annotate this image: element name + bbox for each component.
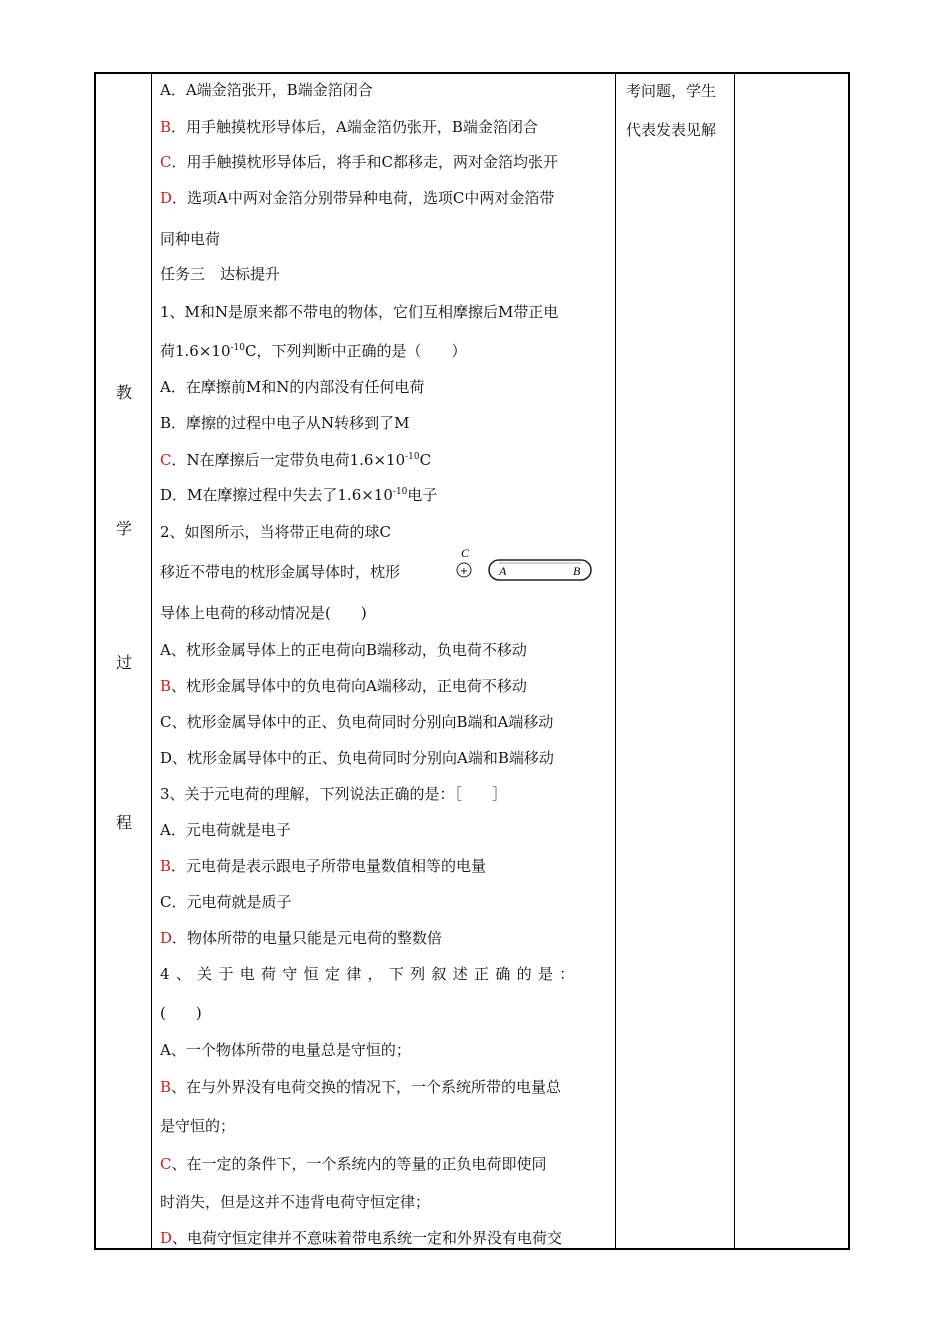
exponent: -10 xyxy=(392,487,408,497)
option-text: ．用手触摸枕形导体后，将手和C都移走，两对金箔均张开 xyxy=(171,153,558,171)
q3-stem: 3、关于元电荷的理解，下列说法正确的是：［ ］ xyxy=(160,785,508,803)
exponent: -10 xyxy=(405,452,420,462)
q3-option-d xyxy=(160,928,442,948)
q1-option-b: B．摩擦的过程中电子从N转移到了M xyxy=(160,414,410,432)
q0-option-c xyxy=(160,152,558,172)
option-letter: C xyxy=(160,1155,172,1173)
q1-option-c xyxy=(160,450,431,470)
q3-option-a: A．元电荷就是电子 xyxy=(160,821,291,839)
fig-label-a: A xyxy=(499,564,507,578)
option-letter: D xyxy=(160,1229,173,1247)
option-letter: C xyxy=(160,153,172,171)
q2-option-c: C、枕形金属导体中的正、负电荷同时分别向B端和A端移动 xyxy=(160,713,554,731)
q3-option-b xyxy=(160,856,486,876)
option-text: 、在与外界没有电荷交换的情况下，一个系统所带的电量总 xyxy=(171,1078,562,1096)
text: C xyxy=(419,451,432,469)
side-label-jiao: 教 xyxy=(115,383,132,402)
option-letter: B xyxy=(160,1078,172,1096)
text: C，下列判断中正确的是（ ） xyxy=(245,342,467,360)
option-text: ．元电荷是表示跟电子所带电量数值相等的电量 xyxy=(171,857,487,875)
q0-option-b xyxy=(160,117,538,137)
option-text: ．A端金箔张开，B端金箔闭合 xyxy=(170,81,373,99)
q4-option-b-cont: 是守恒的； xyxy=(160,1117,236,1135)
q0-option-d xyxy=(160,188,554,208)
exponent: -10 xyxy=(230,343,246,353)
notes-line: 代表发表见解 xyxy=(626,121,717,139)
option-letter: C xyxy=(160,451,172,469)
option-letter: B xyxy=(160,677,172,695)
text: 电子 xyxy=(407,486,438,504)
q4-stem-cont: ( ) xyxy=(160,1004,202,1022)
q2-stem-cont: 移近不带电的枕形金属导体时，枕形 xyxy=(160,563,401,581)
option-letter: B xyxy=(160,118,172,136)
column-divider xyxy=(615,74,616,1248)
option-text: ．选项A中两对金箔分别带异种电荷，选项C中两对金箔带 xyxy=(172,189,555,207)
q2-option-a: A、枕形金属导体上的正电荷向B端移动，负电荷不移动 xyxy=(160,641,527,659)
q4-option-b xyxy=(160,1077,561,1097)
q1-stem-cont xyxy=(160,341,467,361)
q1-option-a: A．在摩擦前M和N的内部没有任何电荷 xyxy=(160,378,425,396)
option-text: ．物体所带的电量只能是元电荷的整数倍 xyxy=(172,929,443,947)
lesson-table xyxy=(94,72,850,1250)
q4-option-c xyxy=(160,1154,547,1174)
option-letter: D xyxy=(160,929,173,947)
side-label-xue: 学 xyxy=(115,519,132,538)
fig-label-c: C xyxy=(461,546,470,560)
option-letter: A xyxy=(160,81,171,99)
side-label-guo: 过 xyxy=(115,653,132,672)
q2-stem: 2、如图所示，当将带正电荷的球C xyxy=(160,523,392,541)
q1-stem: 1、M和N是原来都不带电的物体，它们互相摩擦后M带正电 xyxy=(160,303,559,321)
q2-option-b xyxy=(160,676,527,696)
text: D．M在摩擦过程中失去了1.6×10 xyxy=(160,486,393,504)
conductor-figure xyxy=(453,544,595,584)
fig-plus: + xyxy=(459,566,469,577)
q2-option-d: D、枕形金属导体中的正、负电荷同时分别向A端和B端移动 xyxy=(160,749,554,767)
side-label-cheng: 程 xyxy=(115,813,132,832)
option-text: 、电荷守恒定律并不意味着带电系统一定和外界没有电荷交 xyxy=(172,1229,563,1247)
fig-label-b: B xyxy=(573,564,581,578)
q4-stem: 4、关于电荷守恒定律，下列叙述正确的是： xyxy=(160,965,581,983)
q4-option-c-cont: 时消失，但是这并不违背电荷守恒定律； xyxy=(160,1193,431,1211)
q1-option-d xyxy=(160,485,437,505)
option-text: 、枕形金属导体中的负电荷向A端移动，正电荷不移动 xyxy=(171,677,527,695)
q2-stem-cont: 导体上电荷的移动情况是( ) xyxy=(160,604,367,622)
q0-option-a xyxy=(160,80,373,100)
text: ．N在摩擦后一定带负电荷1.6×10 xyxy=(171,451,406,469)
column-divider xyxy=(734,74,735,1248)
q4-option-d xyxy=(160,1228,562,1248)
option-letter: D xyxy=(160,189,173,207)
q0-option-d-cont: 同种电荷 xyxy=(160,230,221,248)
option-text: ．用手触摸枕形导体后，A端金箔仍张开，B端金箔闭合 xyxy=(171,118,538,136)
option-letter: B xyxy=(160,857,172,875)
q4-option-a: A、一个物体所带的电量总是守恒的； xyxy=(160,1041,411,1059)
text: 荷1.6×10 xyxy=(160,342,231,360)
option-text: 、在一定的条件下，一个系统内的等量的正负电荷即使同 xyxy=(171,1155,547,1173)
q3-option-c: C．元电荷就是质子 xyxy=(160,893,292,911)
section-title: 任务三 达标提升 xyxy=(160,265,281,283)
notes-line: 考问题，学生 xyxy=(626,82,717,100)
